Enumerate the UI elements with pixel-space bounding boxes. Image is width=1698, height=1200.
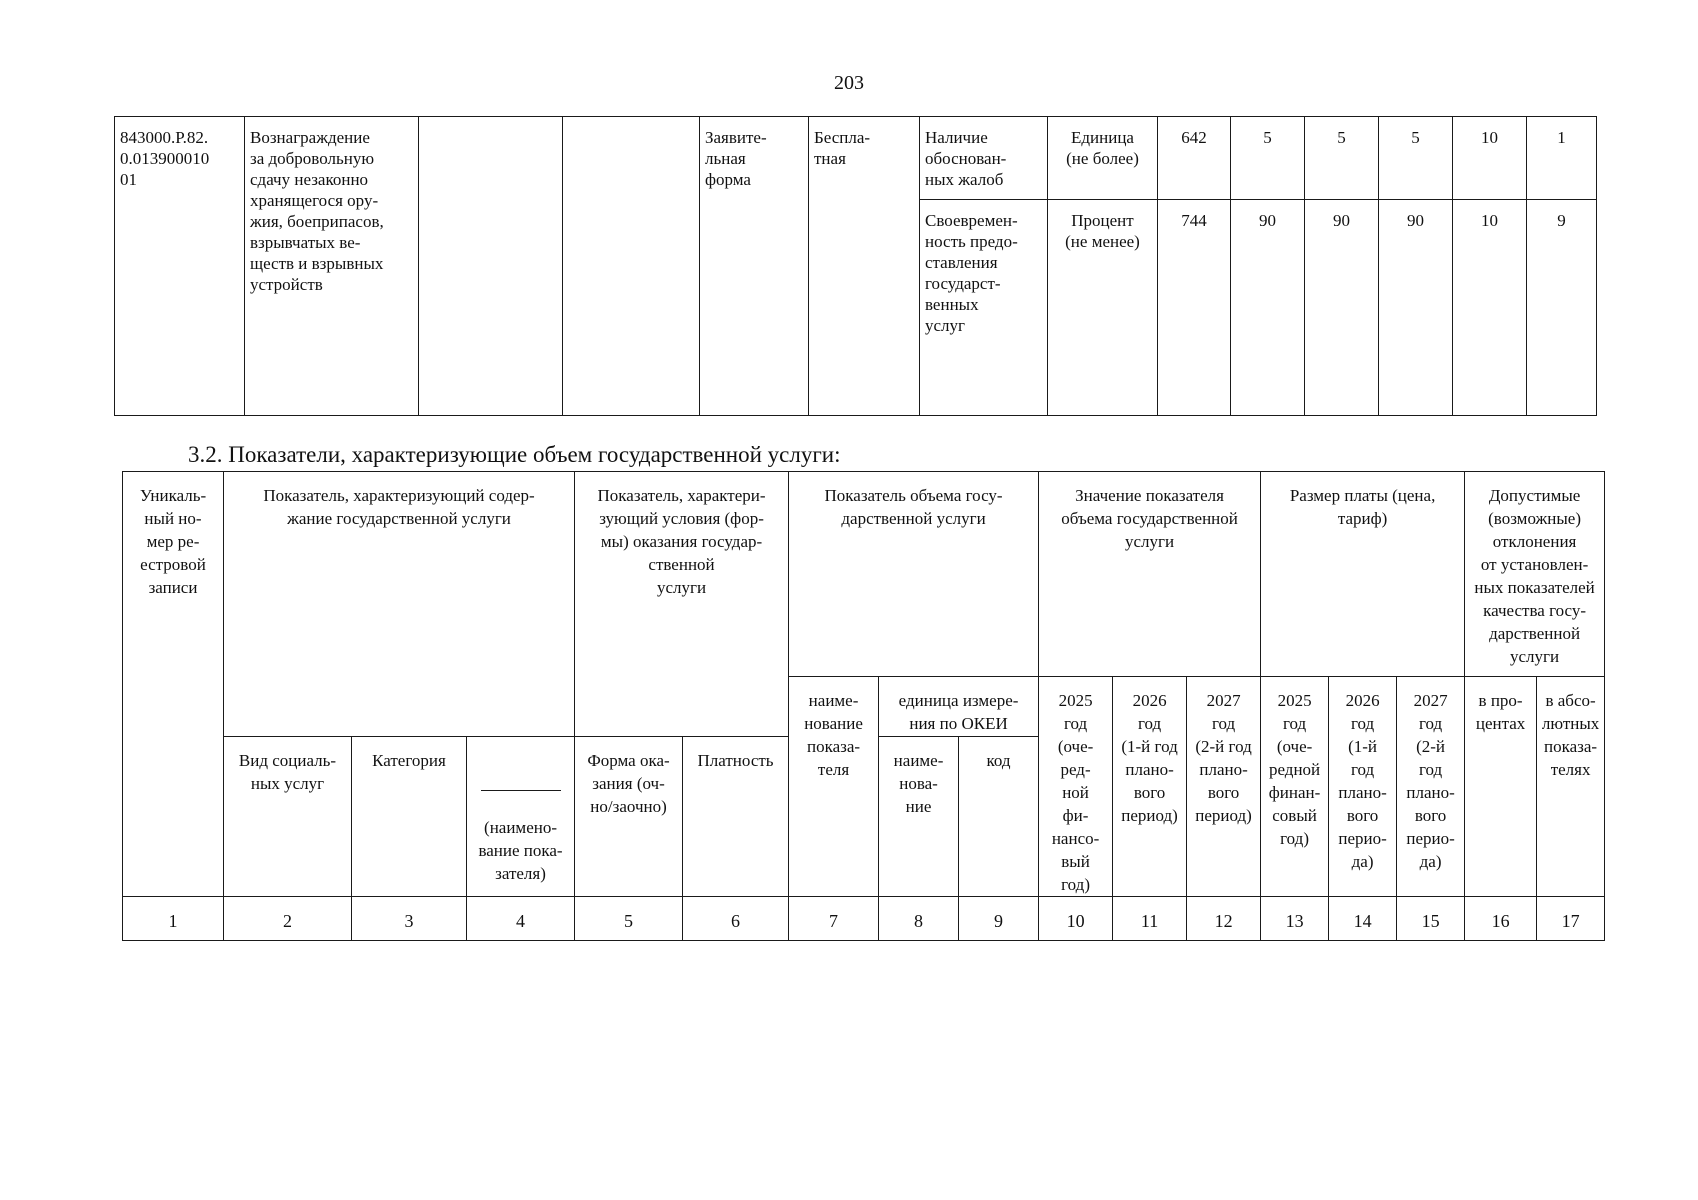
- header-category: Категория: [352, 737, 467, 897]
- column-number: 5: [575, 897, 683, 941]
- deviation-percent-cell: 10: [1453, 117, 1527, 200]
- deviation-absolute-cell: 9: [1527, 200, 1597, 416]
- column-number: 12: [1187, 897, 1261, 941]
- header-blank-indicator: [467, 737, 575, 897]
- header-value-2026: 2026 год (1-й год плано- вого период): [1113, 677, 1187, 897]
- section-heading: 3.2. Показатели, характеризующие объем государственной услуги:: [188, 442, 841, 467]
- header-fee: Размер платы (цена, тариф): [1261, 472, 1465, 677]
- quality-indicators-table: [114, 116, 1597, 416]
- column-number: 1: [123, 897, 224, 941]
- column-number: 6: [683, 897, 789, 941]
- value-2027-cell: 5: [1379, 117, 1453, 200]
- value-2025-cell: 90: [1231, 200, 1305, 416]
- column-number: 9: [959, 897, 1039, 941]
- volume-indicators-table: [122, 471, 1605, 941]
- header-service-conditions: Показатель, характери- зующий условия (фор- мы) оказания государ- ственной услуги: [575, 472, 789, 737]
- page-number: 203: [834, 72, 864, 94]
- column-number: 17: [1537, 897, 1605, 941]
- column-number: 8: [879, 897, 959, 941]
- value-2026-cell: 90: [1305, 200, 1379, 416]
- service-form-cell: Заявите- льная форма: [700, 117, 809, 416]
- header-service-content: Показатель, характеризующий содер- жание государственной услуги: [224, 472, 575, 737]
- header-okei-unit: единица измере- ния по ОКЕИ: [879, 677, 1039, 737]
- header-unique-number: Уникаль- ный но- мер ре- естровой записи: [123, 472, 224, 897]
- column-number: 3: [352, 897, 467, 941]
- column-number-row: [123, 897, 1605, 941]
- okei-code-cell: 642: [1158, 117, 1231, 200]
- column-number: 14: [1329, 897, 1397, 941]
- column-number: 16: [1465, 897, 1537, 941]
- column-number: 13: [1261, 897, 1329, 941]
- header-service-form: Форма ока- зания (оч- но/заочно): [575, 737, 683, 897]
- column-number: 7: [789, 897, 879, 941]
- header-paid: Платность: [683, 737, 789, 897]
- header-deviation-percent: в про- центах: [1465, 677, 1537, 897]
- indicator-unit-cell: Процент (не менее): [1048, 200, 1158, 416]
- indicator-unit-cell: Единица (не более): [1048, 117, 1158, 200]
- header-indicator-name: наиме- нование показа- теля: [789, 677, 879, 897]
- value-2025-cell: 5: [1231, 117, 1305, 200]
- header-service-type: Вид социаль- ных услуг: [224, 737, 352, 897]
- header-volume-indicator: Показатель объема госу- дарственной услуги: [789, 472, 1039, 677]
- payment-cell: Беспла- тная: [809, 117, 920, 416]
- header-okei-name: наиме- нова- ние: [879, 737, 959, 897]
- header-deviation-absolute: в абсо- лютных показа- телях: [1537, 677, 1605, 897]
- empty-cell: [563, 117, 700, 416]
- header-value-2025: 2025 год (оче- ред- ной фи- нансо- вый год): [1039, 677, 1113, 897]
- deviation-percent-cell: 10: [1453, 200, 1527, 416]
- header-blank-indicator-label: (наимено- вание пока- зателя): [478, 818, 563, 883]
- registry-number-cell: 843000.Р.82. 0.013900010 01: [115, 117, 245, 416]
- empty-cell: [419, 117, 563, 416]
- deviation-absolute-cell: 1: [1527, 117, 1597, 200]
- header-indicator-value: Значение показателя объема государственной услуги: [1039, 472, 1261, 677]
- column-number: 15: [1397, 897, 1465, 941]
- blank-underline: [481, 780, 561, 791]
- okei-code-cell: 744: [1158, 200, 1231, 416]
- column-number: 2: [224, 897, 352, 941]
- header-okei-code: код: [959, 737, 1039, 897]
- value-2027-cell: 90: [1379, 200, 1453, 416]
- header-value-2027: 2027 год (2-й год плано- вого период): [1187, 677, 1261, 897]
- value-2026-cell: 5: [1305, 117, 1379, 200]
- indicator-name-cell: Наличие обоснован- ных жалоб: [920, 117, 1048, 200]
- indicator-name-cell: Своевремен- ность предо- ставления государст- венных услуг: [920, 200, 1048, 416]
- header-deviation: Допустимые (возможные) отклонения от установлен- ных показателей качества госу- дарственной услуги: [1465, 472, 1605, 677]
- column-number: 4: [467, 897, 575, 941]
- column-number: 10: [1039, 897, 1113, 941]
- header-fee-2027: 2027 год (2-й год плано- вого перио- да): [1397, 677, 1465, 897]
- service-content-cell: Вознаграждение за добровольную сдачу незаконно хранящегося ору- жия, боеприпасов, взрывчатых ве- ществ и взрывных устройств: [245, 117, 419, 416]
- column-number: 11: [1113, 897, 1187, 941]
- header-fee-2025: 2025 год (оче- редной финан- совый год): [1261, 677, 1329, 897]
- header-fee-2026: 2026 год (1-й год плано- вого перио- да): [1329, 677, 1397, 897]
